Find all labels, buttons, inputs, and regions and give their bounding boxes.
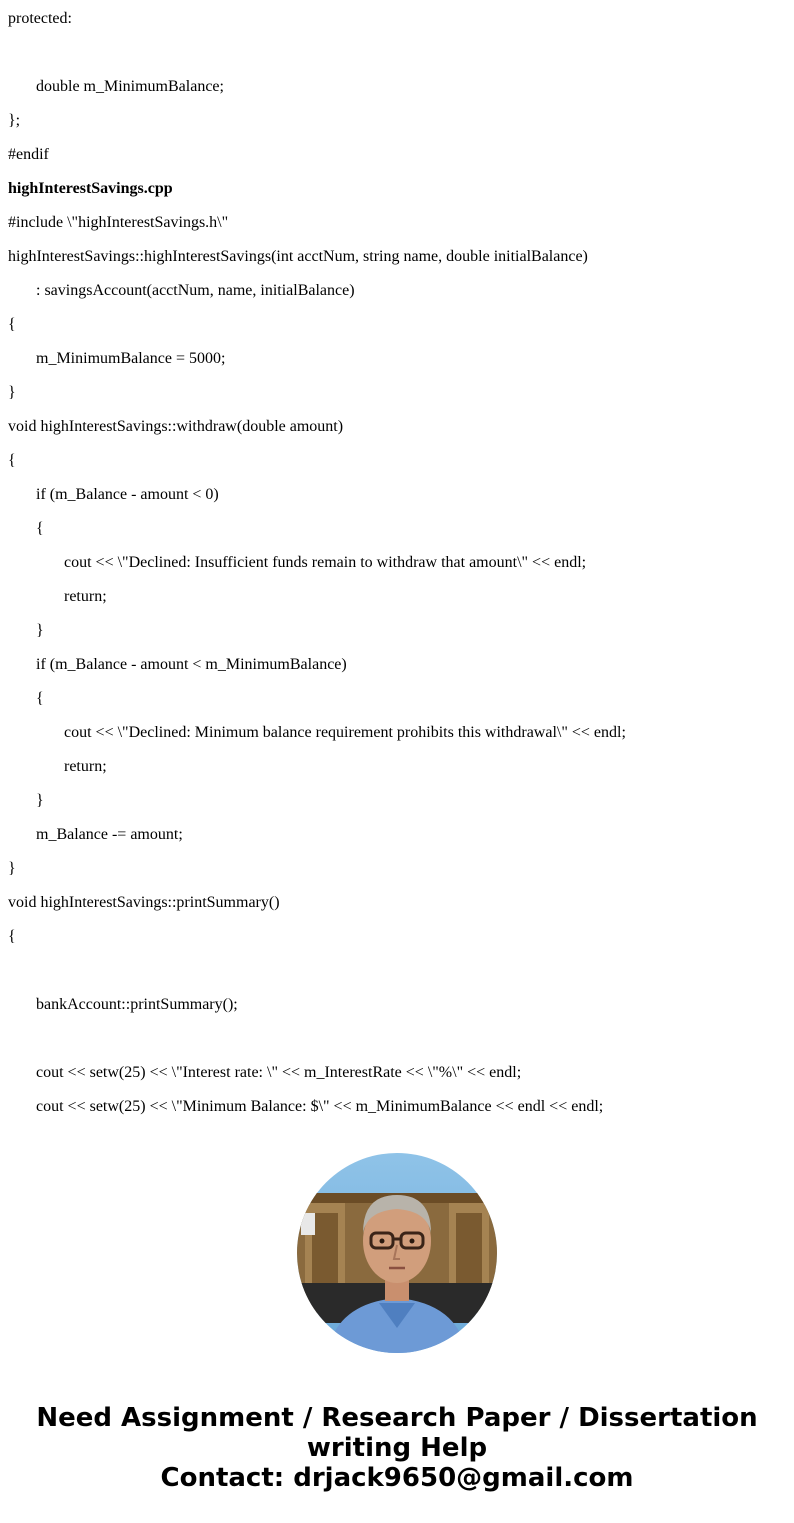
code-line: {: [8, 452, 16, 469]
code-line: cout << setw(25) << \"Interest rate: \" << m_InterestRate << \"%\" << endl;: [36, 1064, 522, 1081]
code-line: m_Balance -= amount;: [36, 826, 183, 843]
code-listing: [8, 0, 788, 1122]
code-line: [8, 1020, 788, 1054]
code-line: return;: [64, 588, 107, 605]
code-line: : savingsAccount(acctNum, name, initialBalance): [36, 282, 355, 299]
promo-contact: Contact: drjack9650@gmail.com: [160, 1463, 634, 1493]
code-line: {: [36, 520, 44, 537]
code-line: {: [36, 690, 44, 707]
code-line: if (m_Balance - amount < 0): [36, 486, 219, 503]
code-line: };: [8, 112, 21, 129]
code-line: {: [8, 316, 16, 333]
code-line: }: [36, 622, 44, 639]
code-line: cout << \"Declined: Insufficient funds remain to withdraw that amount\" << endl;: [64, 554, 587, 571]
code-line: bankAccount::printSummary();: [36, 996, 238, 1013]
code-line: }: [8, 860, 16, 877]
code-line: #endif: [8, 146, 49, 163]
code-line: #include \"highInterestSavings.h\": [8, 214, 229, 231]
promo-banner: [0, 1403, 794, 1493]
code-line: double m_MinimumBalance;: [36, 78, 224, 95]
code-line: protected:: [8, 10, 72, 27]
promo-line-2: writing Help: [306, 1433, 488, 1463]
code-line: return;: [64, 758, 107, 775]
code-line: if (m_Balance - amount < m_MinimumBalance): [36, 656, 347, 673]
code-line: }: [8, 384, 16, 401]
author-avatar: [297, 1153, 497, 1353]
code-line: {: [8, 928, 16, 945]
code-line: highInterestSavings::highInterestSavings(int acctNum, string name, double initialBalance): [8, 248, 588, 265]
code-line: void highInterestSavings::withdraw(double amount): [8, 418, 344, 435]
code-line: cout << \"Declined: Minimum balance requirement prohibits this withdrawal\" << endl;: [64, 724, 626, 741]
author-portrait-icon: [297, 1153, 497, 1353]
code-line: [8, 952, 788, 986]
promo-line-1: Need Assignment / Research Paper / Dissertation: [36, 1403, 758, 1433]
code-line: cout << setw(25) << \"Minimum Balance: $\" << m_MinimumBalance << endl << endl;: [36, 1098, 604, 1115]
code-line: m_MinimumBalance = 5000;: [36, 350, 226, 367]
file-heading: highInterestSavings.cpp: [8, 180, 173, 197]
code-line: void highInterestSavings::printSummary(): [8, 894, 280, 911]
code-line: }: [36, 792, 44, 809]
code-line: [8, 34, 788, 68]
